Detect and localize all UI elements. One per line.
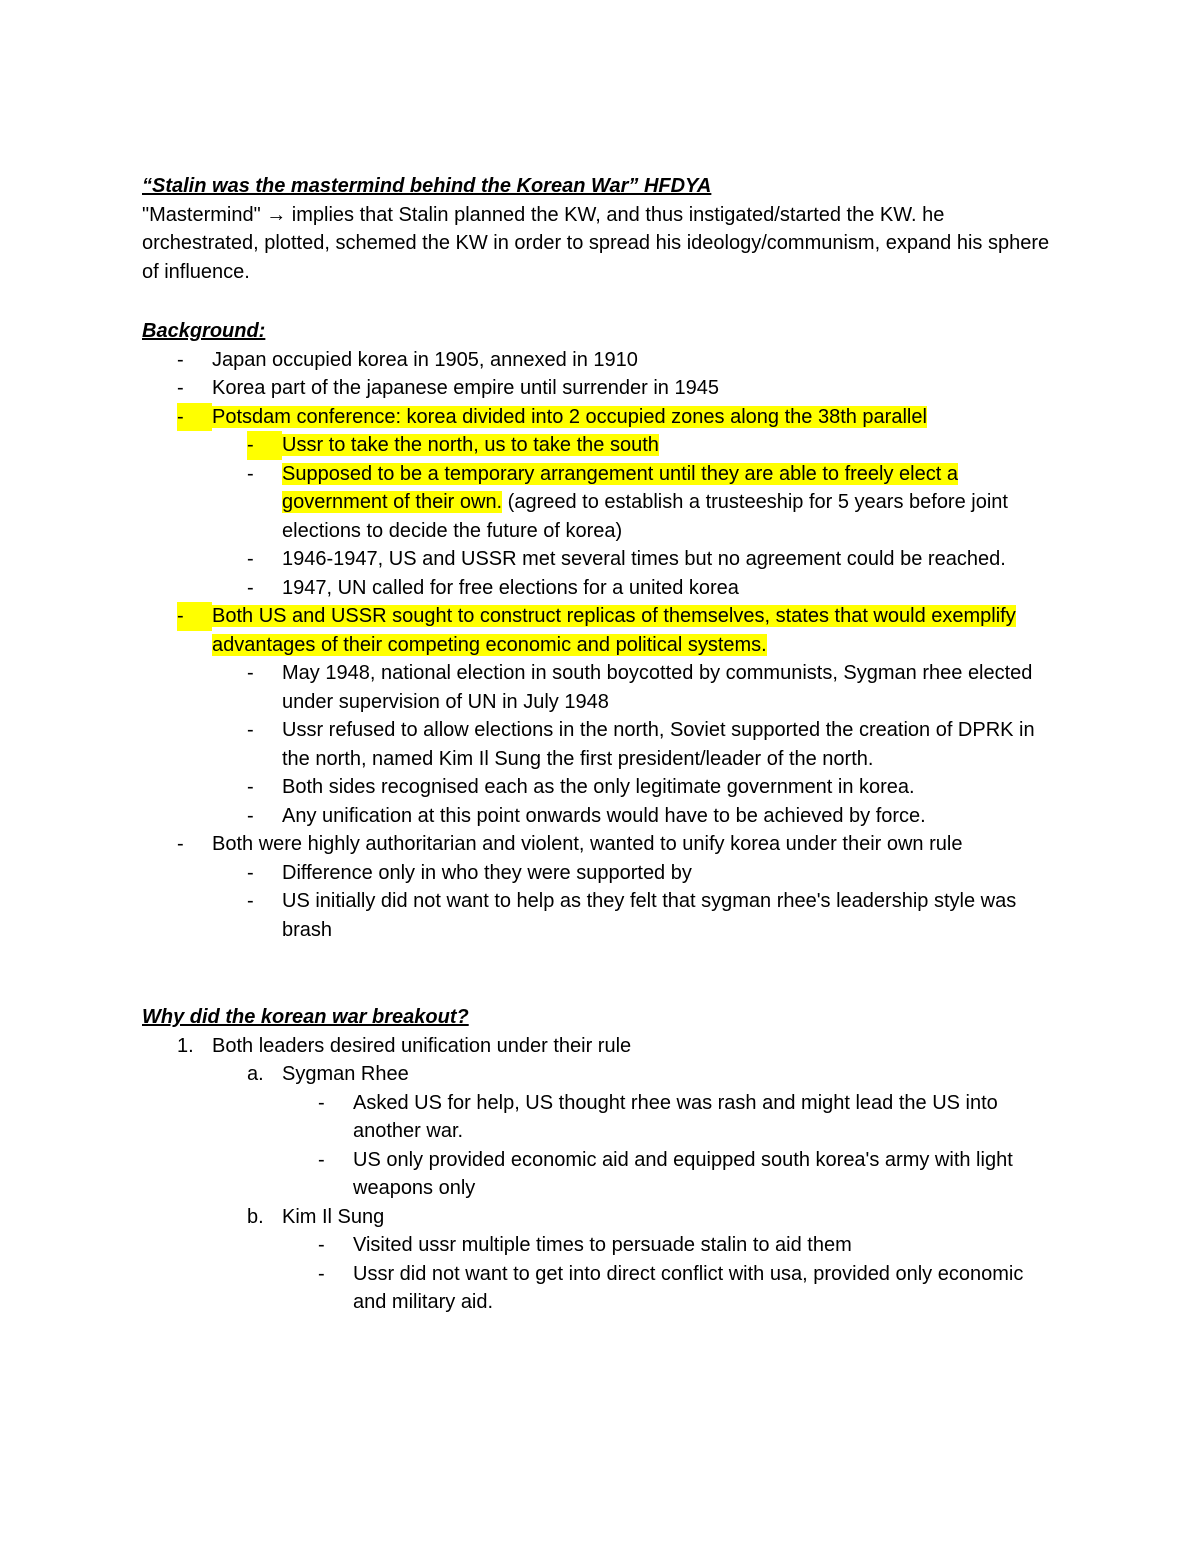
list-item <box>142 887 1062 944</box>
bullet-marker: - <box>247 861 254 884</box>
bullet-marker: - <box>247 719 254 741</box>
list-item <box>142 1146 1062 1203</box>
list-item <box>142 545 1062 574</box>
background-heading: Background: <box>142 320 266 342</box>
bullet-marker: - <box>177 348 184 371</box>
list-item-text: Both sides recognised each as the only legitimate government in korea. <box>282 776 915 798</box>
bullet-marker: - <box>247 576 254 599</box>
document-title: “Stalin was the mastermind behind the Korean War” HFDYA <box>142 175 712 197</box>
bullet-marker: - <box>247 462 254 485</box>
bullet-marker: - <box>247 662 254 684</box>
list-item-text: May 1948, national election in south boycotted by communists, Sygman rhee elected under supervision of UN in July 1948 <box>282 662 1033 713</box>
list-item <box>142 1260 1062 1317</box>
list-item-text: Both were highly authoritarian and violent, wanted to unify korea under their own rule <box>212 833 963 855</box>
letter-marker: b. <box>247 1205 264 1228</box>
list-item <box>142 374 1062 403</box>
bullet-marker: - <box>177 833 184 855</box>
bullet-marker: - <box>247 804 254 827</box>
bullet-marker: - <box>318 1262 325 1285</box>
list-item <box>142 574 1062 603</box>
highlighted-text: Supposed to be a temporary arrangement until they are able to freely elect a government of their own. <box>282 462 958 513</box>
bullet-marker: - <box>177 602 212 631</box>
bullet-marker: - <box>247 548 254 570</box>
letter-marker: a. <box>247 1063 264 1085</box>
bullet-marker: - <box>177 403 212 432</box>
number-marker: 1. <box>177 1034 194 1057</box>
list-item <box>142 802 1062 831</box>
highlighted-text: Both US and USSR sought to construct replicas of themselves, states that would exemplify advantages of their competing economic and political systems. <box>212 605 1016 656</box>
list-item <box>142 773 1062 802</box>
list-item <box>142 403 1062 432</box>
list-item-text: Kim Il Sung <box>282 1205 385 1228</box>
list-item-text: Asked US for help, US thought rhee was rash and might lead the US into another war. <box>353 1091 998 1142</box>
bullet-marker: - <box>318 1091 325 1114</box>
breakout-list <box>142 1032 1062 1317</box>
breakout-heading: Why did the korean war breakout? <box>142 1006 469 1028</box>
list-item <box>142 716 1062 773</box>
list-item-text: Sygman Rhee <box>282 1063 409 1085</box>
list-item-text: Japan occupied korea in 1905, annexed in 1910 <box>212 348 638 371</box>
highlighted-text: Ussr to take the north, us to take the south <box>282 434 659 456</box>
list-item-text: 1946-1947, US and USSR met several times but no agreement could be reached. <box>282 548 1006 570</box>
bullet-marker: - <box>177 377 184 399</box>
bullet-marker: - <box>318 1234 325 1256</box>
list-item-text: Visited ussr multiple times to persuade stalin to aid them <box>353 1234 852 1256</box>
list-item <box>142 346 1062 375</box>
list-item <box>142 1203 1062 1232</box>
bullet-marker: - <box>247 890 254 912</box>
highlighted-text: Potsdam conference: korea divided into 2 occupied zones along the 38th parallel <box>212 405 927 428</box>
list-item-text: Difference only in who they were supported by <box>282 861 692 884</box>
list-item-text: Any unification at this point onwards would have to be achieved by force. <box>282 804 926 827</box>
list-item <box>142 830 1062 859</box>
bullet-marker: - <box>247 431 282 460</box>
list-item <box>142 659 1062 716</box>
list-item <box>142 431 1062 460</box>
list-item <box>142 1089 1062 1146</box>
list-item <box>142 1060 1062 1089</box>
list-item <box>142 1032 1062 1061</box>
list-item-text: US initially did not want to help as they felt that sygman rhee's leadership style was brash <box>282 890 1017 941</box>
bullet-marker: - <box>318 1148 325 1171</box>
background-list <box>142 346 1062 945</box>
list-item <box>142 859 1062 888</box>
intro-paragraph: "Mastermind" → implies that Stalin planned the KW, and thus instigated/started the KW. he orchestrated, plotted, schemed the KW in order to spread his ideology/communism, expand his sphere of influence. <box>142 203 1050 283</box>
list-item <box>142 602 1062 659</box>
list-item <box>142 460 1062 546</box>
list-item-text: US only provided economic aid and equipped south korea's army with light weapons only <box>353 1148 1013 1199</box>
document-page <box>142 172 1062 1317</box>
list-item-text: (agreed to establish a trusteeship for 5 years before joint elections to decide the future of korea) <box>282 491 1008 542</box>
list-item-text: Korea part of the japanese empire until surrender in 1945 <box>212 377 719 399</box>
list-item-text: Both leaders desired unification under their rule <box>212 1034 632 1057</box>
list-item-text: Ussr refused to allow elections in the north, Soviet supported the creation of DPRK in the north, named Kim Il Sung the first president/leader of the north. <box>282 719 1035 770</box>
list-item-text: 1947, UN called for free elections for a united korea <box>282 576 739 599</box>
bullet-marker: - <box>247 776 254 798</box>
list-item <box>142 1231 1062 1260</box>
list-item-text: Ussr did not want to get into direct conflict with usa, provided only economic and military aid. <box>353 1262 1024 1313</box>
